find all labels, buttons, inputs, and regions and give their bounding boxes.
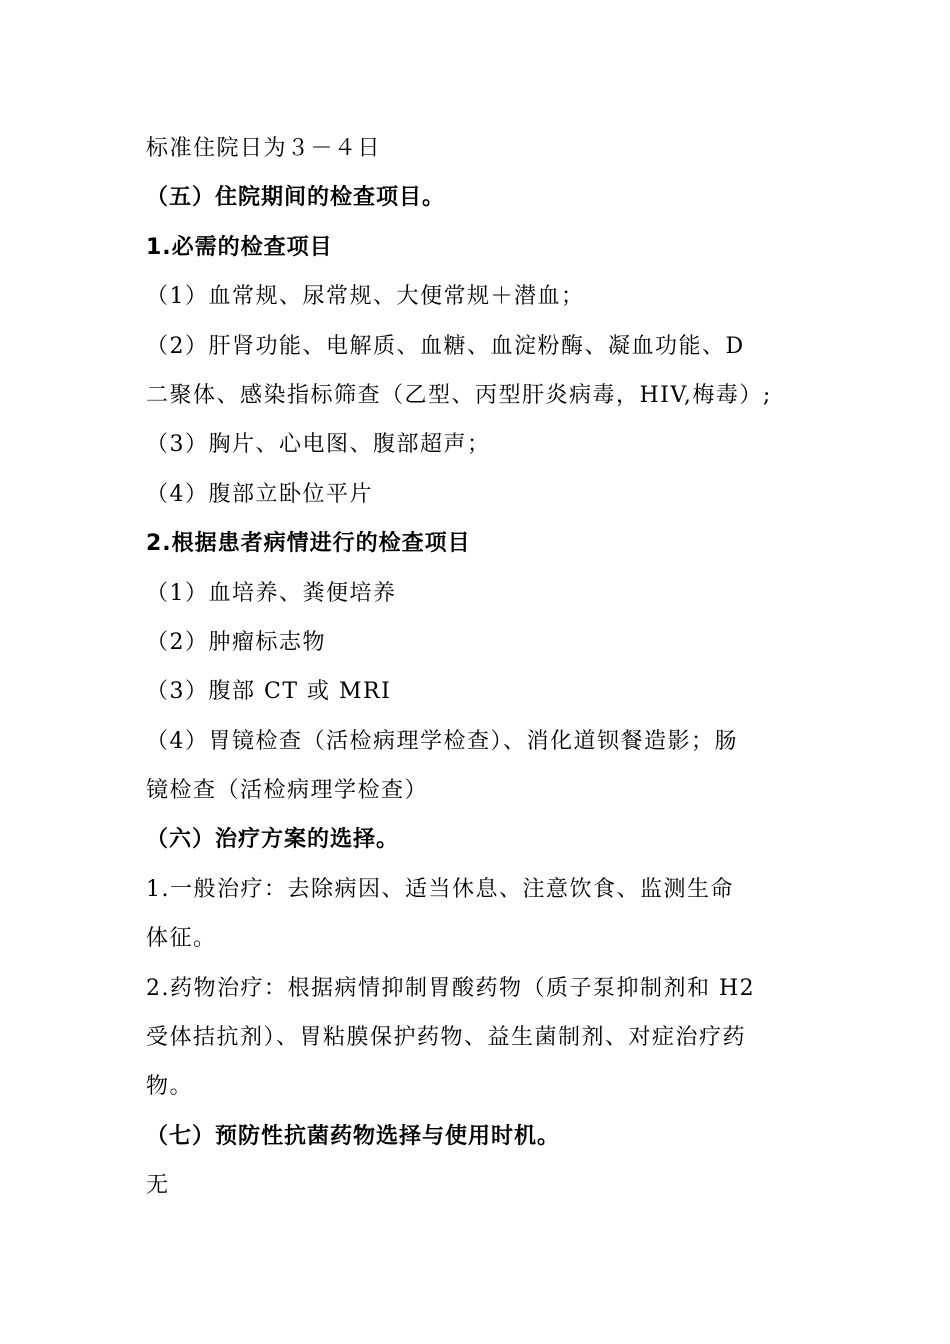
subheading-required-exams: 1.必需的检查项目: [146, 234, 333, 260]
section-heading-5: （五）住院期间的检查项目。: [146, 185, 446, 211]
section-heading-6: （六）治疗方案的选择。: [146, 827, 400, 853]
document-page: [146, 124, 826, 1211]
treatment-general-continued: 体征。: [146, 926, 217, 952]
required-exam-item-1: （1）血常规、尿常规、大便常规＋潜血；: [146, 284, 585, 310]
required-exam-item-3: （3）胸片、心电图、腹部超声；: [146, 432, 491, 458]
treatment-drug: 2.药物治疗：根据病情抑制胃酸药物（质子泵抑制剂和 H2: [146, 975, 756, 1001]
section-heading-7: （七）预防性抗菌药物选择与使用时机。: [146, 1123, 561, 1149]
subheading-conditional-exams: 2.根据患者病情进行的检查项目: [146, 531, 471, 557]
treatment-drug-continued-2: 物。: [146, 1074, 194, 1100]
required-exam-item-4: （4）腹部立卧位平片: [146, 481, 373, 507]
required-exam-item-2: （2）肝肾功能、电解质、血糖、血淀粉酶、凝血功能、D: [146, 333, 745, 359]
treatment-drug-continued: 受体拮抗剂）、胃粘膜保护药物、益生菌制剂、对症治疗药: [146, 1025, 747, 1051]
antibiotic-answer: 无: [146, 1173, 170, 1199]
conditional-exam-item-4: （4）胃镜检查（活检病理学检查）、消化道钡餐造影；肠: [146, 728, 738, 754]
treatment-general: 1.一般治疗：去除病因、适当休息、注意饮食、监测生命: [146, 876, 734, 902]
required-exam-item-2-continued: 二聚体、感染指标筛查（乙型、丙型肝炎病毒，HIV,梅毒）;: [146, 382, 772, 408]
length-of-stay-line: 标准住院日为３－４日: [146, 136, 382, 161]
conditional-exam-item-1: （1）血培养、粪便培养: [146, 580, 397, 606]
conditional-exam-item-3: （3）腹部 CT 或 MRI: [146, 679, 392, 705]
conditional-exam-item-2: （2）肿瘤标志物: [146, 629, 326, 655]
conditional-exam-item-4-continued: 镜检查（活检病理学检查）: [146, 778, 429, 804]
